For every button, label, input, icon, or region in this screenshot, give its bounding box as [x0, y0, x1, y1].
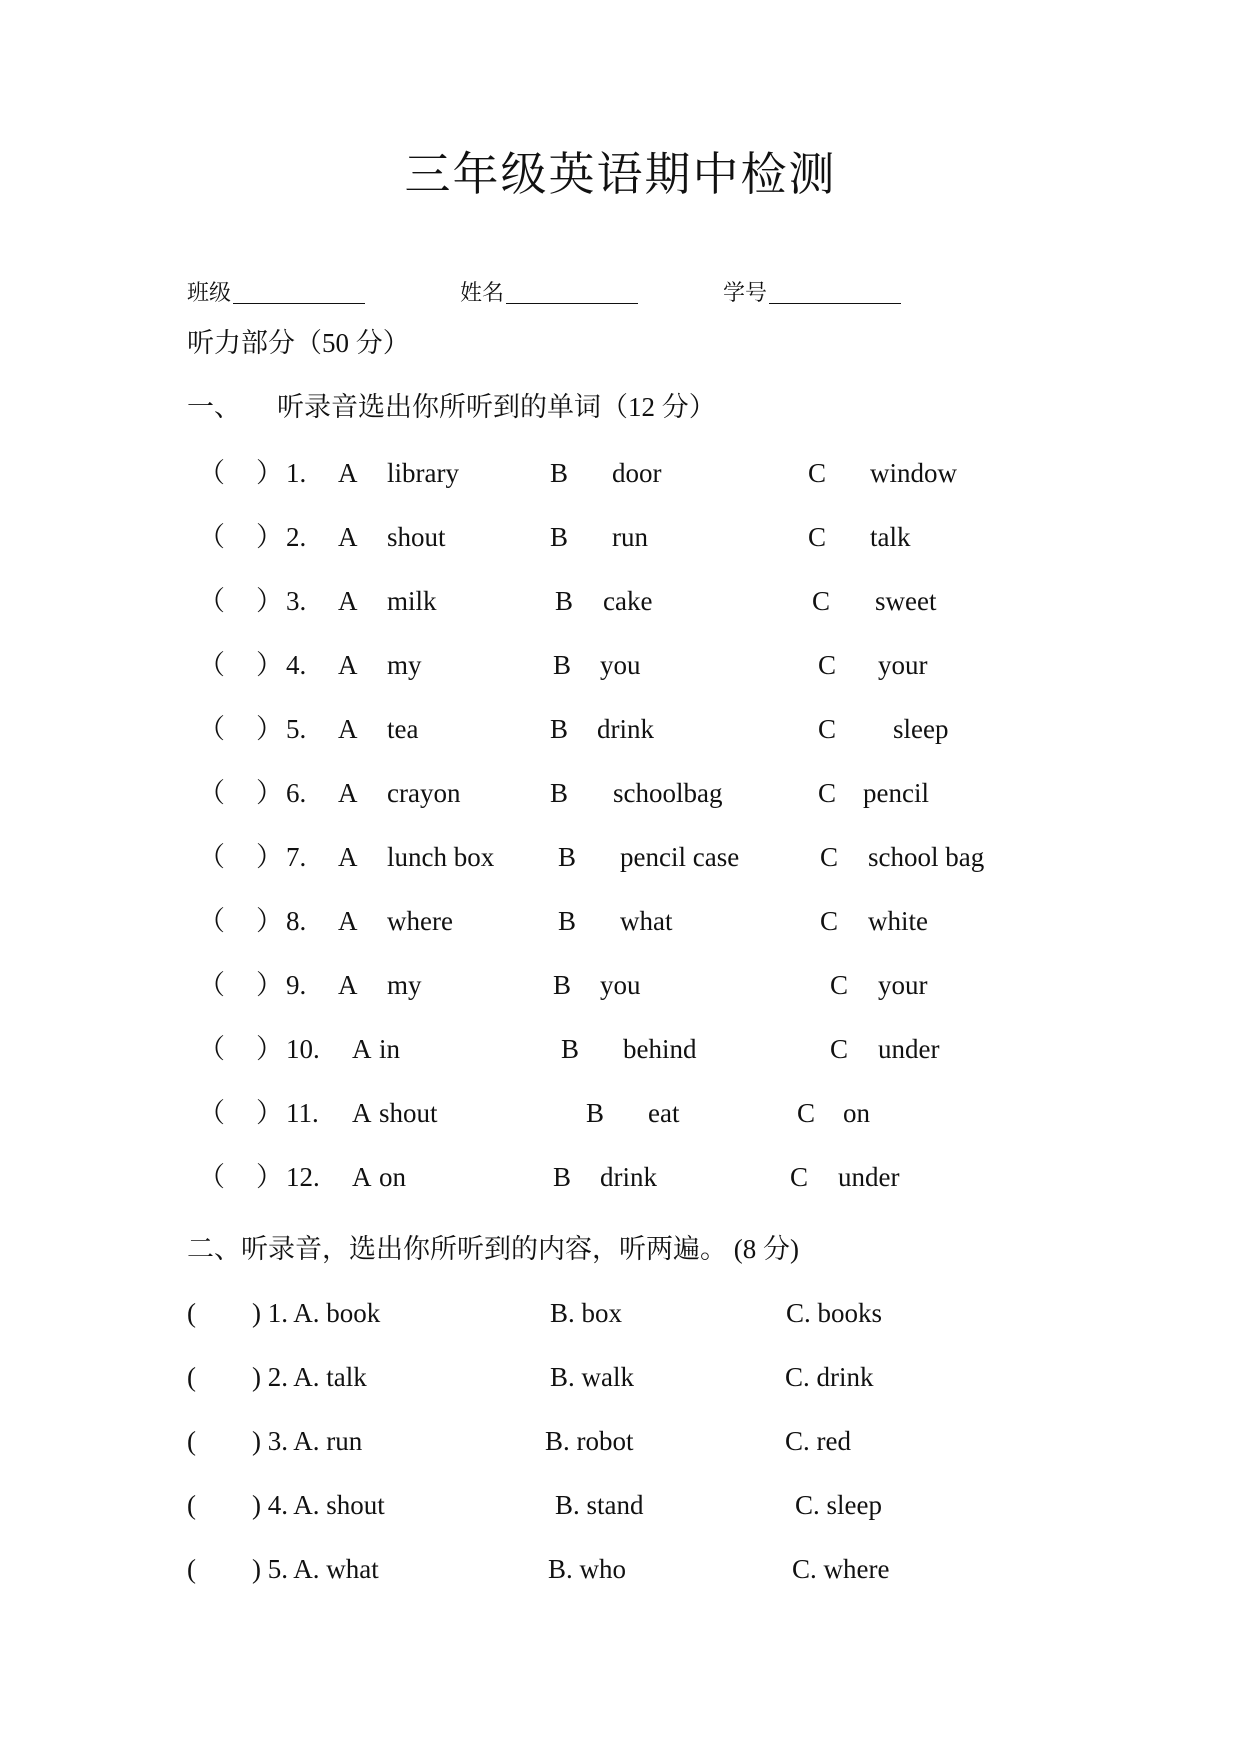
option-a-letter: A — [338, 586, 358, 616]
question-number: 7. — [286, 842, 307, 872]
answer-paren-open: （ — [198, 650, 225, 680]
option-a: lunch box — [387, 842, 495, 872]
option-c: C. books — [786, 1298, 883, 1328]
question-number-option-a: ) 4. A. shout — [252, 1490, 385, 1520]
option-a-letter: A — [338, 714, 358, 744]
option-c: your — [878, 970, 928, 1000]
option-c: sweet — [875, 586, 937, 616]
option-c-letter: C — [797, 1098, 816, 1128]
option-b: B. who — [548, 1554, 627, 1584]
class-blank-line[interactable] — [233, 283, 365, 304]
option-a: where — [387, 906, 453, 936]
option-b-letter: B — [550, 522, 569, 552]
option-b: eat — [648, 1098, 680, 1128]
question-number: 5. — [286, 714, 307, 744]
option-c-letter: C — [818, 714, 837, 744]
question-number-option-a: ) 3. A. run — [252, 1426, 363, 1456]
option-a-letter: A — [338, 458, 358, 488]
answer-paren-open: ( — [187, 1426, 196, 1456]
option-b-letter: B — [553, 1162, 572, 1192]
name-field — [460, 282, 638, 304]
option-a: shout — [387, 522, 446, 552]
option-b: you — [600, 650, 641, 680]
option-b: B. robot — [545, 1426, 634, 1456]
question-row — [0, 1300, 1241, 1340]
option-c: on — [843, 1098, 870, 1128]
option-b: B. walk — [550, 1362, 634, 1392]
question-row — [0, 1364, 1241, 1404]
option-c-letter: C — [830, 970, 849, 1000]
answer-paren-close: ） — [256, 522, 283, 552]
question-number-option-a: ) 2. A. talk — [252, 1362, 367, 1392]
student-number-field — [723, 282, 901, 304]
option-b-letter: B — [555, 586, 574, 616]
answer-paren-close: ） — [256, 1098, 283, 1128]
question-row — [0, 716, 1241, 756]
listening-header: 听力部分（50 分） — [187, 328, 410, 358]
question-row — [0, 588, 1241, 628]
question-number: 11. — [286, 1098, 319, 1128]
answer-paren-close: ） — [256, 586, 283, 616]
question-row — [0, 972, 1241, 1012]
option-b: behind — [623, 1034, 697, 1064]
answer-paren-open: （ — [198, 906, 225, 936]
option-b-letter: B — [558, 842, 577, 872]
student-number-blank-line[interactable] — [769, 283, 901, 304]
option-a-letter: A — [352, 1162, 372, 1192]
option-c: C. where — [792, 1554, 890, 1584]
option-c: under — [838, 1162, 900, 1192]
option-c: school bag — [868, 842, 985, 872]
answer-paren-open: ( — [187, 1362, 196, 1392]
option-b: drink — [600, 1162, 657, 1192]
answer-paren-open: （ — [198, 778, 225, 808]
option-a: shout — [379, 1098, 438, 1128]
answer-paren-close: ） — [256, 970, 283, 1000]
answer-paren-close: ） — [256, 906, 283, 936]
answer-paren-close: ） — [256, 650, 283, 680]
question-row — [0, 524, 1241, 564]
answer-paren-close: ） — [256, 1034, 283, 1064]
option-c-letter: C — [812, 586, 831, 616]
question-number: 9. — [286, 970, 307, 1000]
option-b: drink — [597, 714, 654, 744]
option-a-letter: A — [338, 650, 358, 680]
answer-paren-open: （ — [198, 714, 225, 744]
option-b: pencil case — [620, 842, 740, 872]
answer-paren-open: ( — [187, 1490, 196, 1520]
question-number: 3. — [286, 586, 307, 616]
name-label: 姓名 — [460, 280, 505, 305]
question-row — [0, 1428, 1241, 1468]
answer-paren-open: （ — [198, 1162, 225, 1192]
option-c: C. sleep — [795, 1490, 882, 1520]
option-b: you — [600, 970, 641, 1000]
option-c: C. drink — [785, 1362, 874, 1392]
section1-heading-number: 一、 — [187, 392, 241, 422]
option-b-letter: B — [586, 1098, 605, 1128]
option-c-letter: C — [818, 650, 837, 680]
option-c-letter: C — [818, 778, 837, 808]
option-b: cake — [603, 586, 653, 616]
option-a: on — [379, 1162, 406, 1192]
option-b-letter: B — [550, 778, 569, 808]
option-a: in — [379, 1034, 401, 1064]
option-b-letter: B — [553, 970, 572, 1000]
section2-heading: 二、听录音，选出你所听到的内容，听两遍。 (8 分) — [187, 1234, 799, 1264]
answer-paren-open: （ — [198, 458, 225, 488]
option-b-letter: B — [553, 650, 572, 680]
option-c: under — [878, 1034, 940, 1064]
answer-paren-open: ( — [187, 1554, 196, 1584]
option-c-letter: C — [790, 1162, 809, 1192]
option-a: library — [387, 458, 459, 488]
question-row — [0, 652, 1241, 692]
question-number: 4. — [286, 650, 307, 680]
question-number-option-a: ) 5. A. what — [252, 1554, 379, 1584]
answer-paren-open: （ — [198, 1098, 225, 1128]
option-c: C. red — [785, 1426, 851, 1456]
question-number: 10. — [286, 1034, 320, 1064]
option-c: sleep — [893, 714, 949, 744]
question-number: 1. — [286, 458, 307, 488]
question-row — [0, 1036, 1241, 1076]
option-c: window — [870, 458, 957, 488]
option-a: my — [387, 650, 422, 680]
question-number: 6. — [286, 778, 307, 808]
answer-paren-close: ） — [256, 778, 283, 808]
option-b: B. stand — [555, 1490, 644, 1520]
question-row — [0, 460, 1241, 500]
option-c: white — [868, 906, 928, 936]
student-number-label: 学号 — [723, 280, 768, 305]
option-a-letter: A — [352, 1098, 372, 1128]
option-a-letter: A — [352, 1034, 372, 1064]
class-label: 班级 — [187, 280, 232, 305]
option-b: run — [612, 522, 648, 552]
question-row — [0, 908, 1241, 948]
name-blank-line[interactable] — [506, 283, 638, 304]
section1-heading-text: 听录音选出你所听到的单词（12 分） — [277, 392, 716, 422]
option-b-letter: B — [561, 1034, 580, 1064]
answer-paren-open: （ — [198, 842, 225, 872]
question-row — [0, 1556, 1241, 1596]
answer-paren-close: ） — [256, 458, 283, 488]
question-number: 12. — [286, 1162, 320, 1192]
option-c-letter: C — [830, 1034, 849, 1064]
question-row — [0, 780, 1241, 820]
option-c: talk — [870, 522, 911, 552]
option-b: B. box — [550, 1298, 623, 1328]
question-number-option-a: ) 1. A. book — [252, 1298, 381, 1328]
exam-title: 三年级英语期中检测 — [404, 149, 837, 200]
answer-paren-close: ） — [256, 714, 283, 744]
option-c-letter: C — [820, 842, 839, 872]
option-c-letter: C — [808, 458, 827, 488]
question-row — [0, 1492, 1241, 1532]
question-number: 8. — [286, 906, 307, 936]
option-a-letter: A — [338, 906, 358, 936]
option-b-letter: B — [558, 906, 577, 936]
option-a: tea — [387, 714, 419, 744]
question-row — [0, 1164, 1241, 1204]
option-c-letter: C — [820, 906, 839, 936]
answer-paren-open: （ — [198, 970, 225, 1000]
option-a: my — [387, 970, 422, 1000]
option-b: door — [612, 458, 662, 488]
option-c-letter: C — [808, 522, 827, 552]
section1-heading — [187, 394, 716, 421]
option-b: what — [620, 906, 673, 936]
option-a-letter: A — [338, 522, 358, 552]
option-a-letter: A — [338, 778, 358, 808]
answer-paren-open: （ — [198, 522, 225, 552]
answer-paren-open: （ — [198, 586, 225, 616]
class-field — [187, 282, 365, 304]
option-a: milk — [387, 586, 437, 616]
option-c: pencil — [863, 778, 929, 808]
option-b: schoolbag — [613, 778, 723, 808]
answer-paren-close: ） — [256, 842, 283, 872]
option-a: crayon — [387, 778, 461, 808]
question-number: 2. — [286, 522, 307, 552]
option-b-letter: B — [550, 714, 569, 744]
option-b-letter: B — [550, 458, 569, 488]
answer-paren-close: ） — [256, 1162, 283, 1192]
option-a-letter: A — [338, 842, 358, 872]
question-row — [0, 844, 1241, 884]
question-row — [0, 1100, 1241, 1140]
answer-paren-open: ( — [187, 1298, 196, 1328]
answer-paren-open: （ — [198, 1034, 225, 1064]
option-a-letter: A — [338, 970, 358, 1000]
option-c: your — [878, 650, 928, 680]
